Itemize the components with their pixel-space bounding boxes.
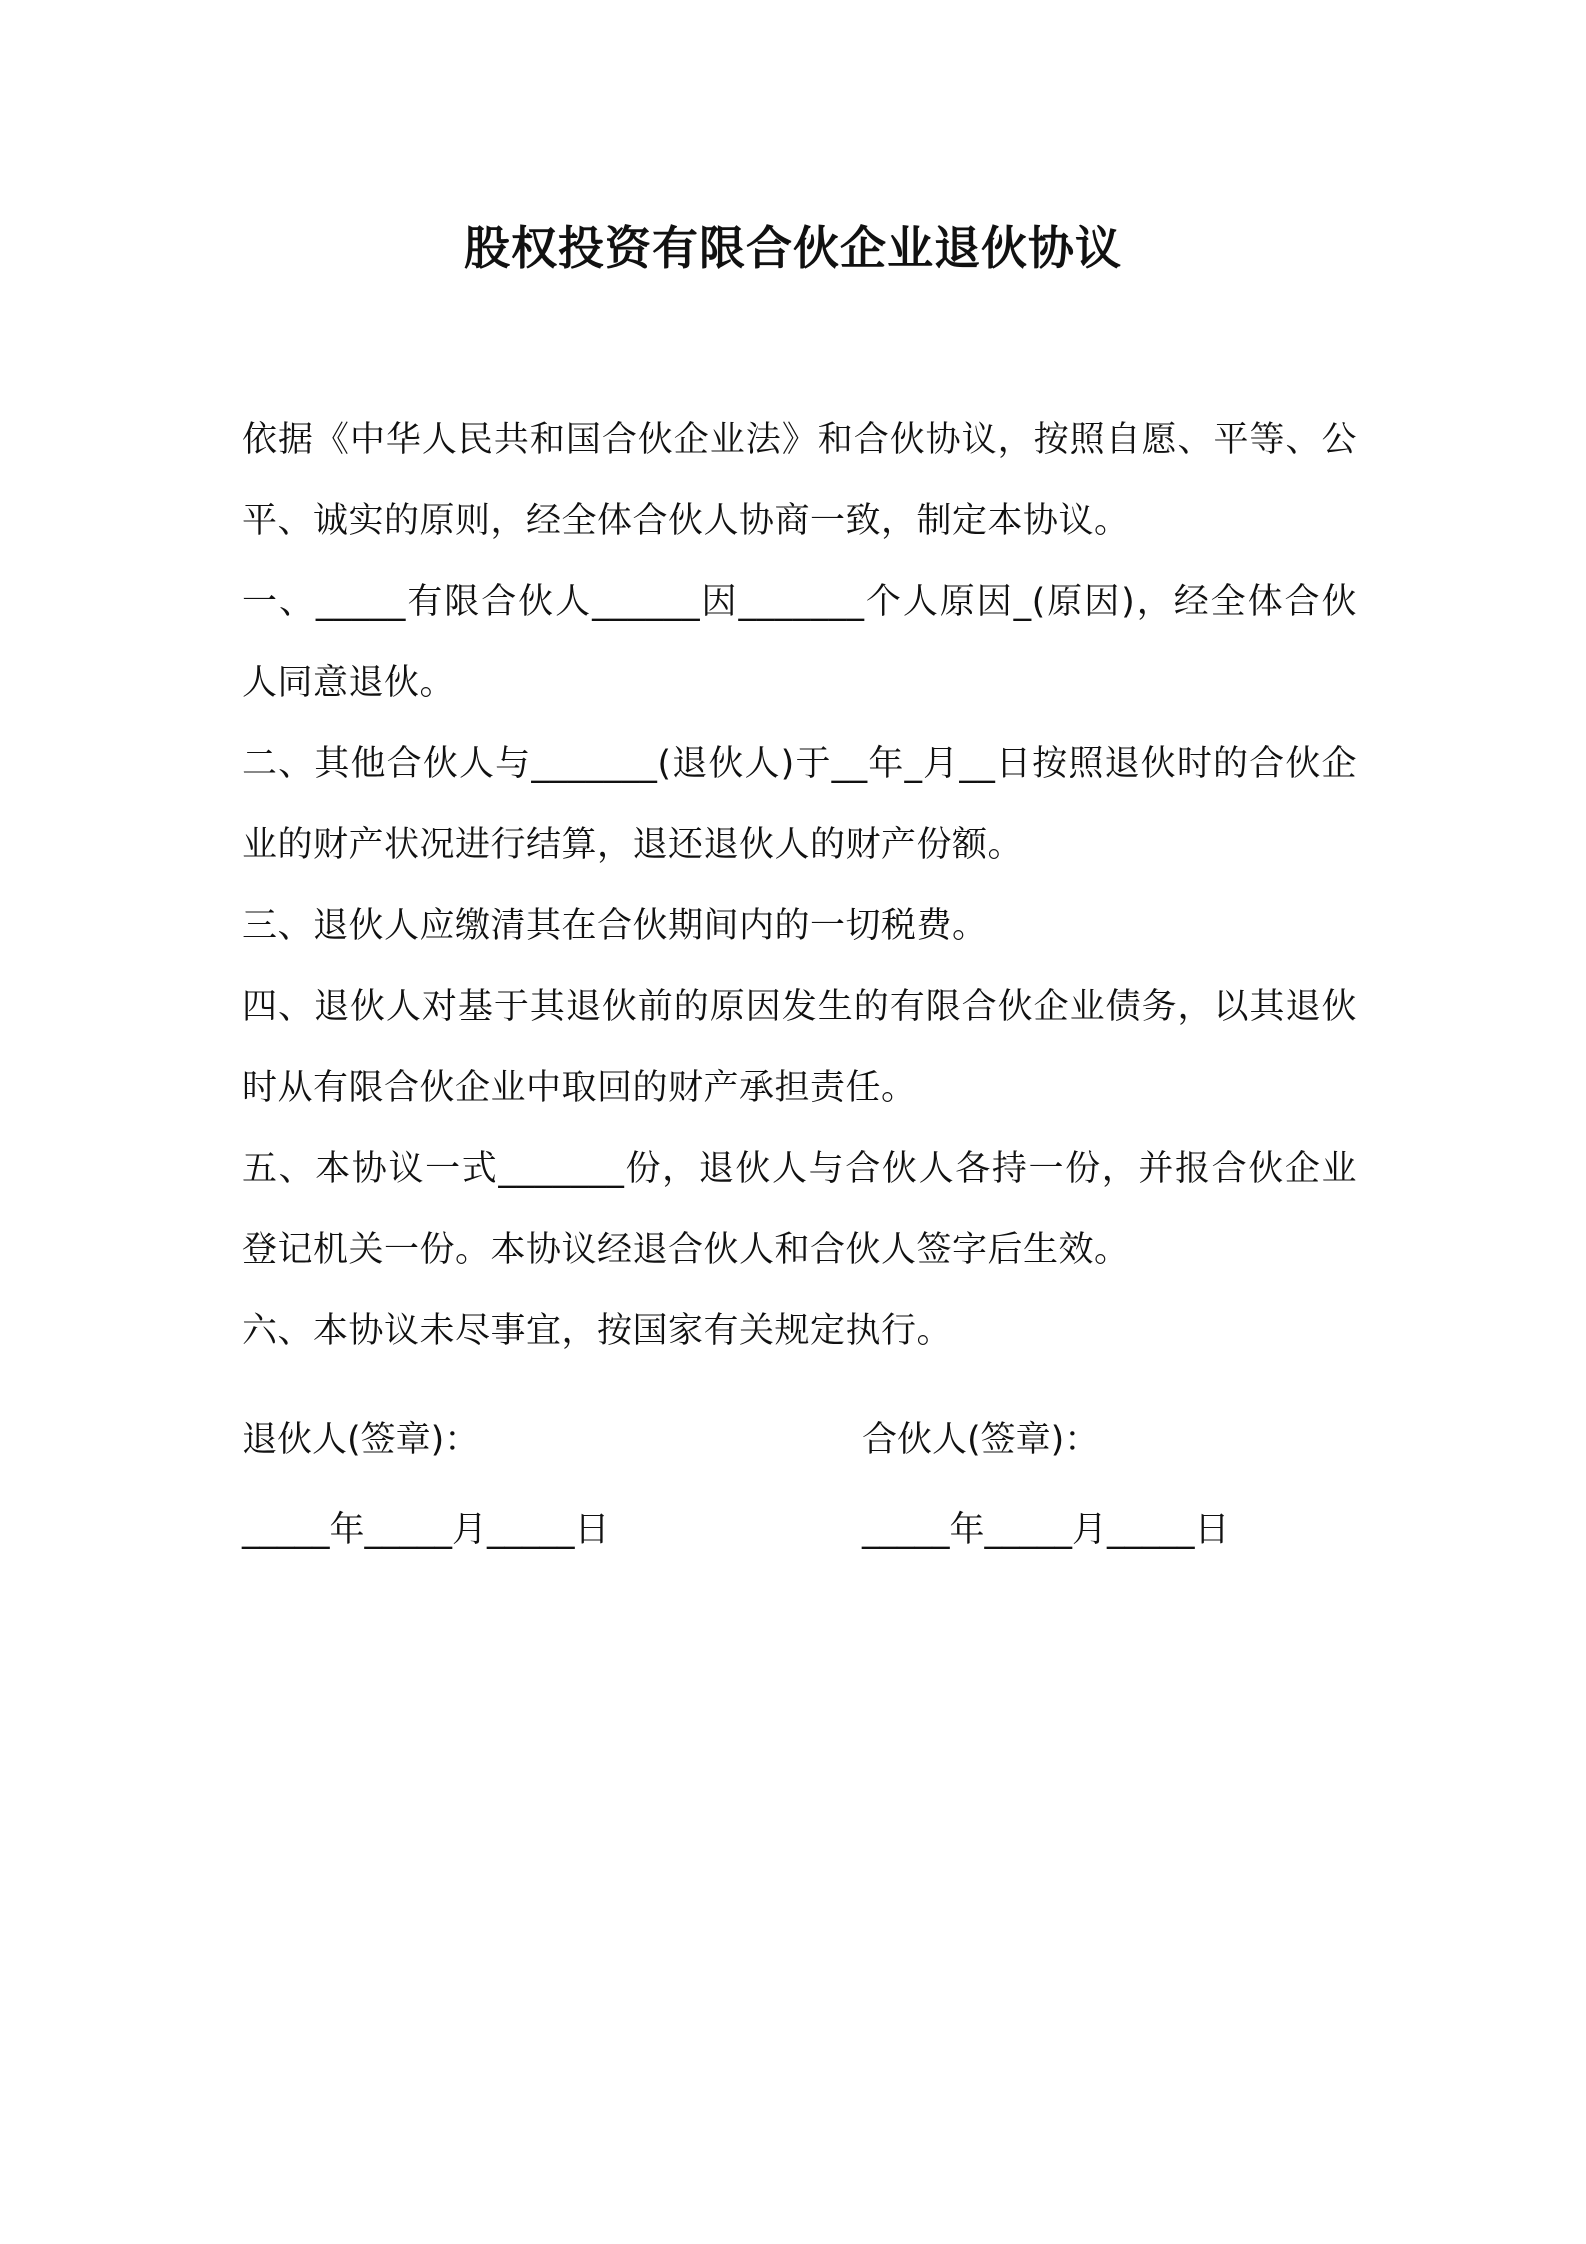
clause-3: 三、退伙人应缴清其在合伙期间内的一切税费。 [242, 906, 988, 946]
partner-signature-label: 合伙人(签章)： [862, 1420, 1100, 1460]
clause-4: 四、退伙人对基于其退伙前的原因发生的有限合伙企业债务，以其退伙时从有限合伙企业中取回的财产承担责任。 [242, 987, 1357, 1108]
clause-2: 二、其他合伙人与_______(退伙人)于__年_月__日按照退伙时的合伙企业的财产状况进行结算，退还退伙人的财产份额。 [242, 744, 1357, 865]
partner-date: _____年_____月_____日 [862, 1510, 1230, 1550]
clause-1: 一、_____有限合伙人______因_______个人原因_(原因)，经全体合伙人同意退伙。 [242, 582, 1357, 703]
document-title: 股权投资有限合伙企业退伙协议 [464, 221, 1122, 275]
clause-5: 五、本协议一式_______份，退伙人与合伙人各持一份，并报合伙企业登记机关一份。本协议经退合伙人和合伙人签字后生效。 [242, 1149, 1357, 1270]
preamble-paragraph: 依据《中华人民共和国合伙企业法》和合伙协议，按照自愿、平等、公平、诚实的原则，经全体合伙人协商一致，制定本协议。 [242, 420, 1357, 541]
document-body [242, 400, 1357, 1372]
withdrawing-partner-signature-label: 退伙人(签章)： [242, 1420, 480, 1460]
clause-6: 六、本协议未尽事宜，按国家有关规定执行。 [242, 1311, 953, 1351]
withdrawing-partner-date: _____年_____月_____日 [242, 1510, 610, 1550]
